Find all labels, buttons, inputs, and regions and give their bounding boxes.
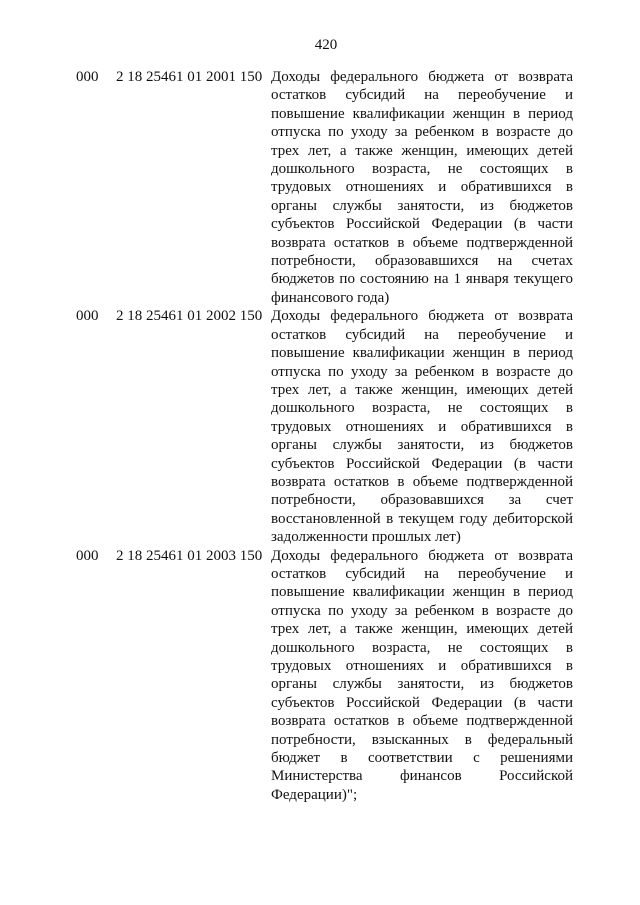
description-line: потребности, взысканных в федеральный	[271, 731, 573, 748]
description-line: повышение квалификации женщин в период	[271, 105, 573, 122]
description-line: задолженности прошлых лет)	[271, 529, 461, 546]
description-line: потребности, образовавшихся на счетах	[271, 253, 573, 270]
description-line: органы службы занятости, из бюджетов	[271, 676, 573, 693]
description-line: Доходы федерального бюджета от возврата	[271, 308, 573, 325]
description-line: субъектов Российской Федерации (в части	[271, 694, 573, 711]
description-line: Доходы федерального бюджета от возврата	[271, 547, 573, 564]
description-line: бюджет в соответствии с решениями	[271, 750, 573, 767]
budget-code-entry-2	[76, 307, 576, 546]
description-line: восстановленной в текущем году дебиторской	[271, 510, 573, 527]
description-line: потребности, образовавшихся за счет	[271, 492, 573, 509]
description-line: трех лет, а также женщин, имеющих детей	[271, 621, 573, 638]
page-number: 420	[314, 37, 338, 53]
description-line: финансового года)	[271, 289, 390, 306]
description-line: трех лет, а также женщин, имеющих детей	[271, 381, 573, 398]
description-line: отпуска по уходу за ребенком в возрасте до	[271, 602, 573, 619]
description-line: возврата остатков в объеме подтвержденной	[271, 234, 573, 251]
description-line: Доходы федерального бюджета от возврата	[271, 69, 573, 85]
description-line: органы службы занятости, из бюджетов	[271, 437, 573, 454]
budget-classification-code: 2 18 25461 01 2003 150	[116, 547, 263, 564]
description-line: трудовых отношениях и обратившихся в	[271, 418, 573, 435]
description-line: субъектов Российской Федерации (в части	[271, 455, 573, 472]
description-line: трех лет, а также женщин, имеющих детей	[271, 142, 573, 159]
description-line: возврата остатков в объеме подтвержденной	[271, 713, 573, 730]
entry-description	[271, 68, 573, 307]
budget-classification-code: 2 18 25461 01 2002 150	[116, 308, 263, 325]
admin-code: 000	[76, 308, 99, 325]
description-line: отпуска по уходу за ребенком в возрасте до	[271, 363, 573, 380]
budget-code-list	[76, 68, 576, 804]
description-line: остатков субсидий на переобучение и	[271, 565, 573, 582]
description-line: дошкольного возраста, не состоящих в	[271, 161, 573, 178]
description-line: бюджетов по состоянию на 1 января текущего	[271, 271, 573, 288]
description-line: дошкольного возраста, не состоящих в	[271, 400, 573, 417]
description-line: Министерства финансов Российской	[271, 768, 573, 785]
description-line: Федерации)";	[271, 786, 358, 803]
entry-description	[271, 307, 573, 546]
description-line: дошкольного возраста, не состоящих в	[271, 639, 573, 656]
budget-classification-code: 2 18 25461 01 2001 150	[116, 69, 263, 85]
description-line: остатков субсидий на переобучение и	[271, 87, 573, 104]
admin-code: 000	[76, 69, 99, 85]
description-line: субъектов Российской Федерации (в части	[271, 216, 573, 233]
description-line: органы службы занятости, из бюджетов	[271, 197, 573, 214]
budget-code-entry-3	[76, 547, 576, 805]
description-line: трудовых отношениях и обратившихся в	[271, 658, 573, 674]
description-line: остатков субсидий на переобучение и	[271, 326, 573, 343]
description-line: повышение квалификации женщин в период	[271, 584, 573, 601]
admin-code: 000	[76, 547, 99, 564]
description-line: повышение квалификации женщин в период	[271, 345, 573, 362]
description-line: возврата остатков в объеме подтвержденной	[271, 473, 573, 490]
entry-description	[271, 547, 573, 805]
description-line: трудовых отношениях и обратившихся в	[271, 179, 573, 196]
budget-code-entry-1	[76, 68, 576, 307]
description-line: отпуска по уходу за ребенком в возрасте до	[271, 124, 573, 141]
